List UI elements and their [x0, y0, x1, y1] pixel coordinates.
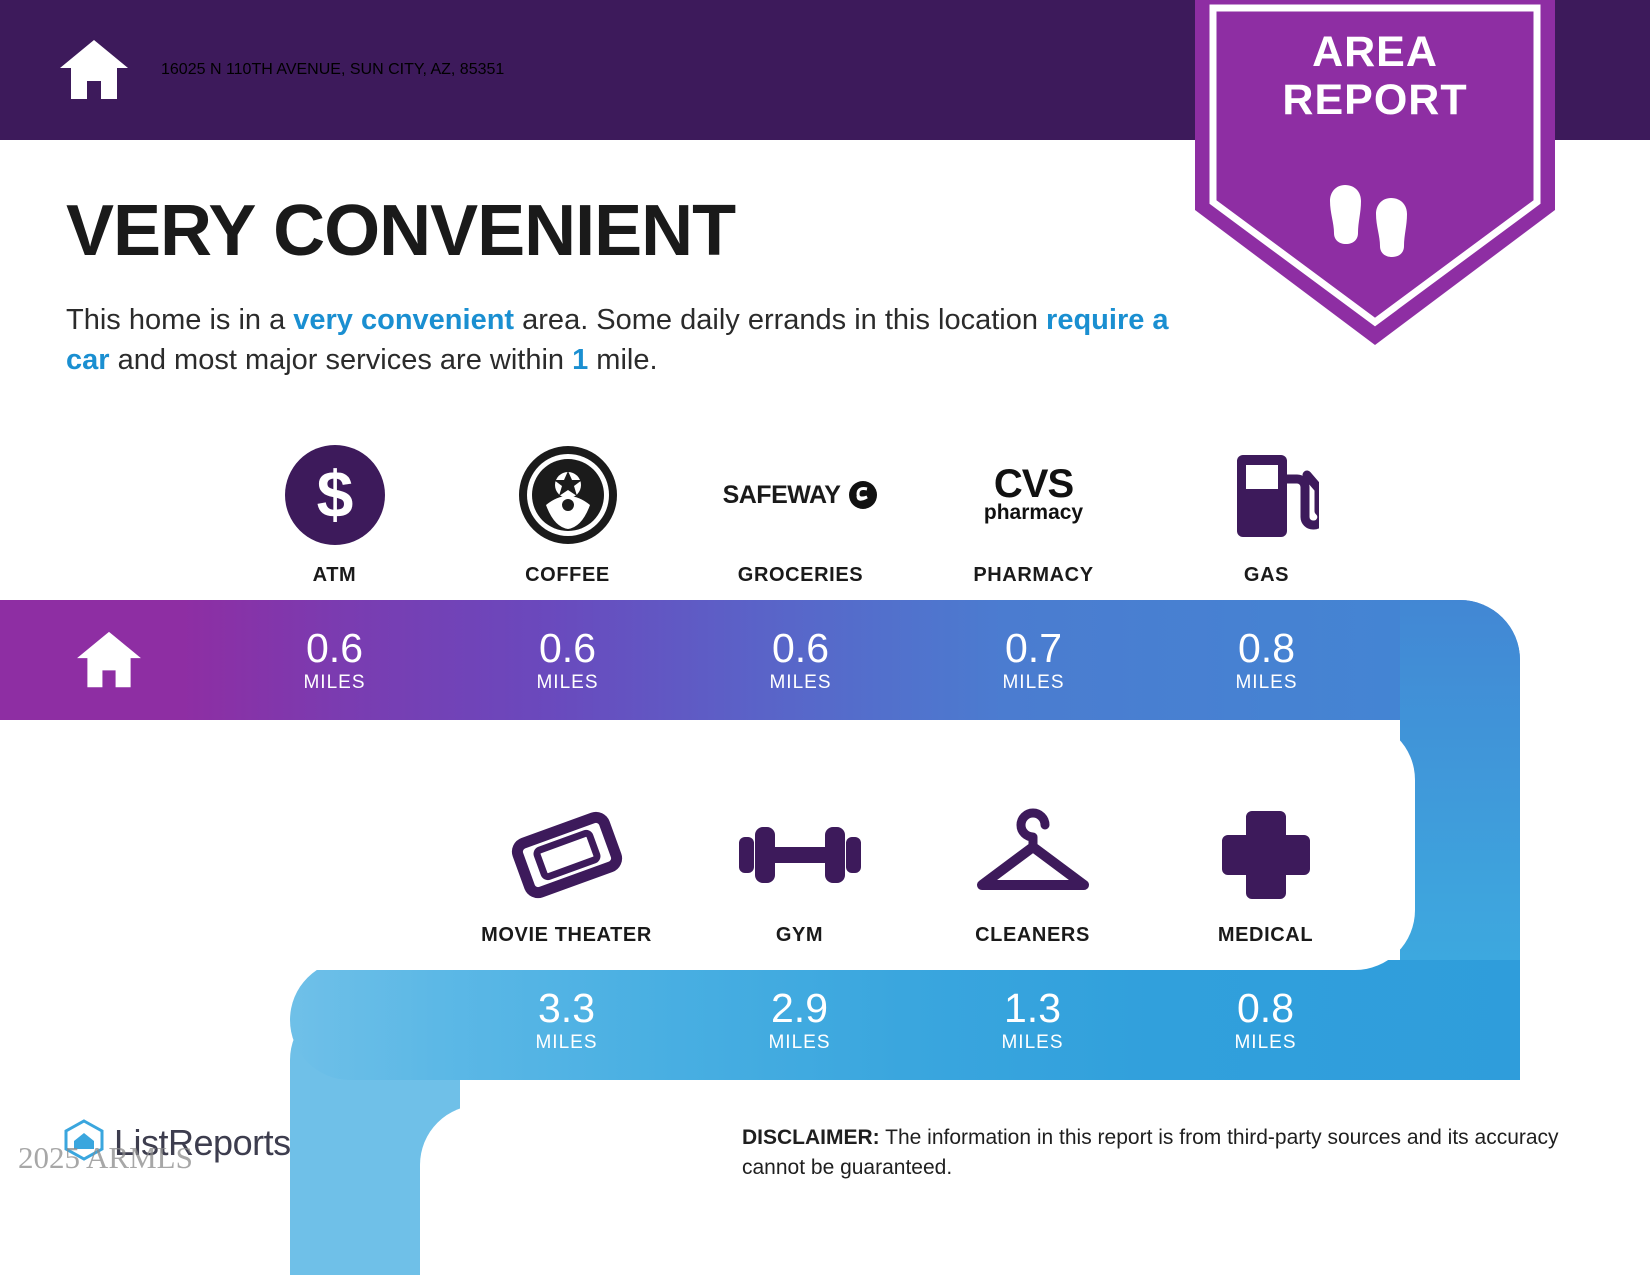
category-groceries — [684, 440, 917, 587]
distance-atm — [218, 600, 451, 720]
page-title: 16025 N 110TH AVENUE, SUN CITY, AZ, 85351 — [161, 61, 505, 78]
category-label: MEDICAL — [1217, 924, 1314, 946]
top-category-icons — [218, 440, 1383, 587]
distance-unit: MILES — [536, 672, 599, 693]
category-cleaners — [916, 800, 1149, 947]
summary-part1: This home is in a — [66, 304, 294, 336]
category-label: GROCERIES — [737, 564, 864, 586]
distance-coffee — [451, 600, 684, 720]
distance-unit: MILES — [303, 672, 366, 693]
category-label: GYM — [775, 924, 824, 946]
bottom-distance-bar — [290, 960, 1520, 1080]
distance-value: 0.6 — [539, 625, 596, 671]
category-atm — [218, 440, 451, 587]
distance-value: 2.9 — [771, 985, 828, 1031]
cvs-wordmark: CVS — [993, 462, 1074, 506]
category-label: COFFEE — [525, 564, 610, 586]
category-pharmacy — [917, 440, 1150, 587]
disclaimer-label: DISCLAIMER: — [742, 1126, 880, 1149]
category-coffee — [451, 440, 684, 587]
badge-line2: REPORT — [1282, 76, 1468, 124]
headline: VERY CONVENIENT — [66, 191, 736, 271]
svg-text:$: $ — [316, 457, 353, 531]
dumbbell-icon — [683, 800, 916, 910]
distance-movie-theater — [450, 960, 683, 1080]
starbucks-coffee-icon — [451, 440, 684, 550]
category-label: ATM — [312, 564, 357, 586]
bottom-category-icons — [450, 800, 1382, 947]
distance-pharmacy — [917, 600, 1150, 720]
distance-value: 0.8 — [1238, 625, 1295, 671]
distance-cleaners — [916, 960, 1149, 1080]
distance-unit: MILES — [769, 672, 832, 693]
summary-highlight-convenient: very convenient — [293, 304, 515, 336]
home-marker-icon — [0, 600, 218, 720]
category-label: GAS — [1243, 564, 1290, 586]
distance-value: 0.6 — [772, 625, 829, 671]
distance-value: 3.3 — [538, 985, 595, 1031]
disclaimer — [742, 1123, 1602, 1183]
category-gas — [1150, 440, 1383, 587]
category-label: PHARMACY — [973, 564, 1094, 586]
summary-part3: and most major services are within — [109, 344, 573, 376]
clothes-hanger-icon — [916, 800, 1149, 910]
safeway-groceries-icon — [684, 440, 917, 550]
cvs-subtext: pharmacy — [983, 501, 1084, 524]
category-movie-theater — [450, 800, 683, 947]
category-label: MOVIE THEATER — [481, 924, 652, 946]
distance-value: 0.8 — [1237, 985, 1294, 1031]
safeway-wordmark: SAFEWAY — [722, 480, 841, 509]
gas-pump-icon — [1150, 440, 1383, 550]
distance-unit: MILES — [1001, 1032, 1064, 1053]
distance-unit: MILES — [1235, 672, 1298, 693]
summary-highlight-car: require a car — [66, 304, 1169, 376]
mls-watermark: 2025 ARMLS — [18, 1140, 193, 1175]
badge-line1: AREA — [1312, 28, 1438, 76]
summary-part4: mile. — [588, 344, 658, 376]
distance-gym — [683, 960, 916, 1080]
summary-part2: area. Some daily errands in this location — [514, 304, 1047, 336]
ribbon-notch-bottom — [420, 1105, 720, 1275]
category-gym — [683, 800, 916, 947]
distance-unit: MILES — [1002, 672, 1065, 693]
summary-text — [66, 300, 1176, 380]
distance-gas — [1150, 600, 1383, 720]
cvs-pharmacy-icon — [917, 440, 1150, 550]
distance-unit: MILES — [1234, 1032, 1297, 1053]
listreports-wordmark: ListReports — [114, 1121, 291, 1163]
atm-dollar-icon — [218, 440, 451, 550]
distance-value: 1.3 — [1004, 985, 1061, 1031]
disclaimer-body: The information in this report is from third-party sources and its accuracy cannot be guaranteed. — [742, 1126, 1559, 1179]
distance-unit: MILES — [768, 1032, 831, 1053]
top-distance-bar — [0, 600, 1520, 720]
medical-cross-icon — [1149, 800, 1382, 910]
distance-medical — [1149, 960, 1382, 1080]
movie-ticket-icon — [450, 800, 683, 910]
distance-groceries — [684, 600, 917, 720]
distance-value: 0.7 — [1005, 625, 1062, 671]
summary-highlight-miles: 1 — [572, 344, 589, 376]
area-report-badge — [1195, 0, 1555, 355]
category-medical — [1149, 800, 1382, 947]
category-label: CLEANERS — [975, 924, 1090, 946]
home-icon — [55, 37, 133, 103]
badge-text — [1195, 28, 1555, 124]
distance-unit: MILES — [535, 1032, 598, 1053]
distance-value: 0.6 — [306, 625, 363, 671]
